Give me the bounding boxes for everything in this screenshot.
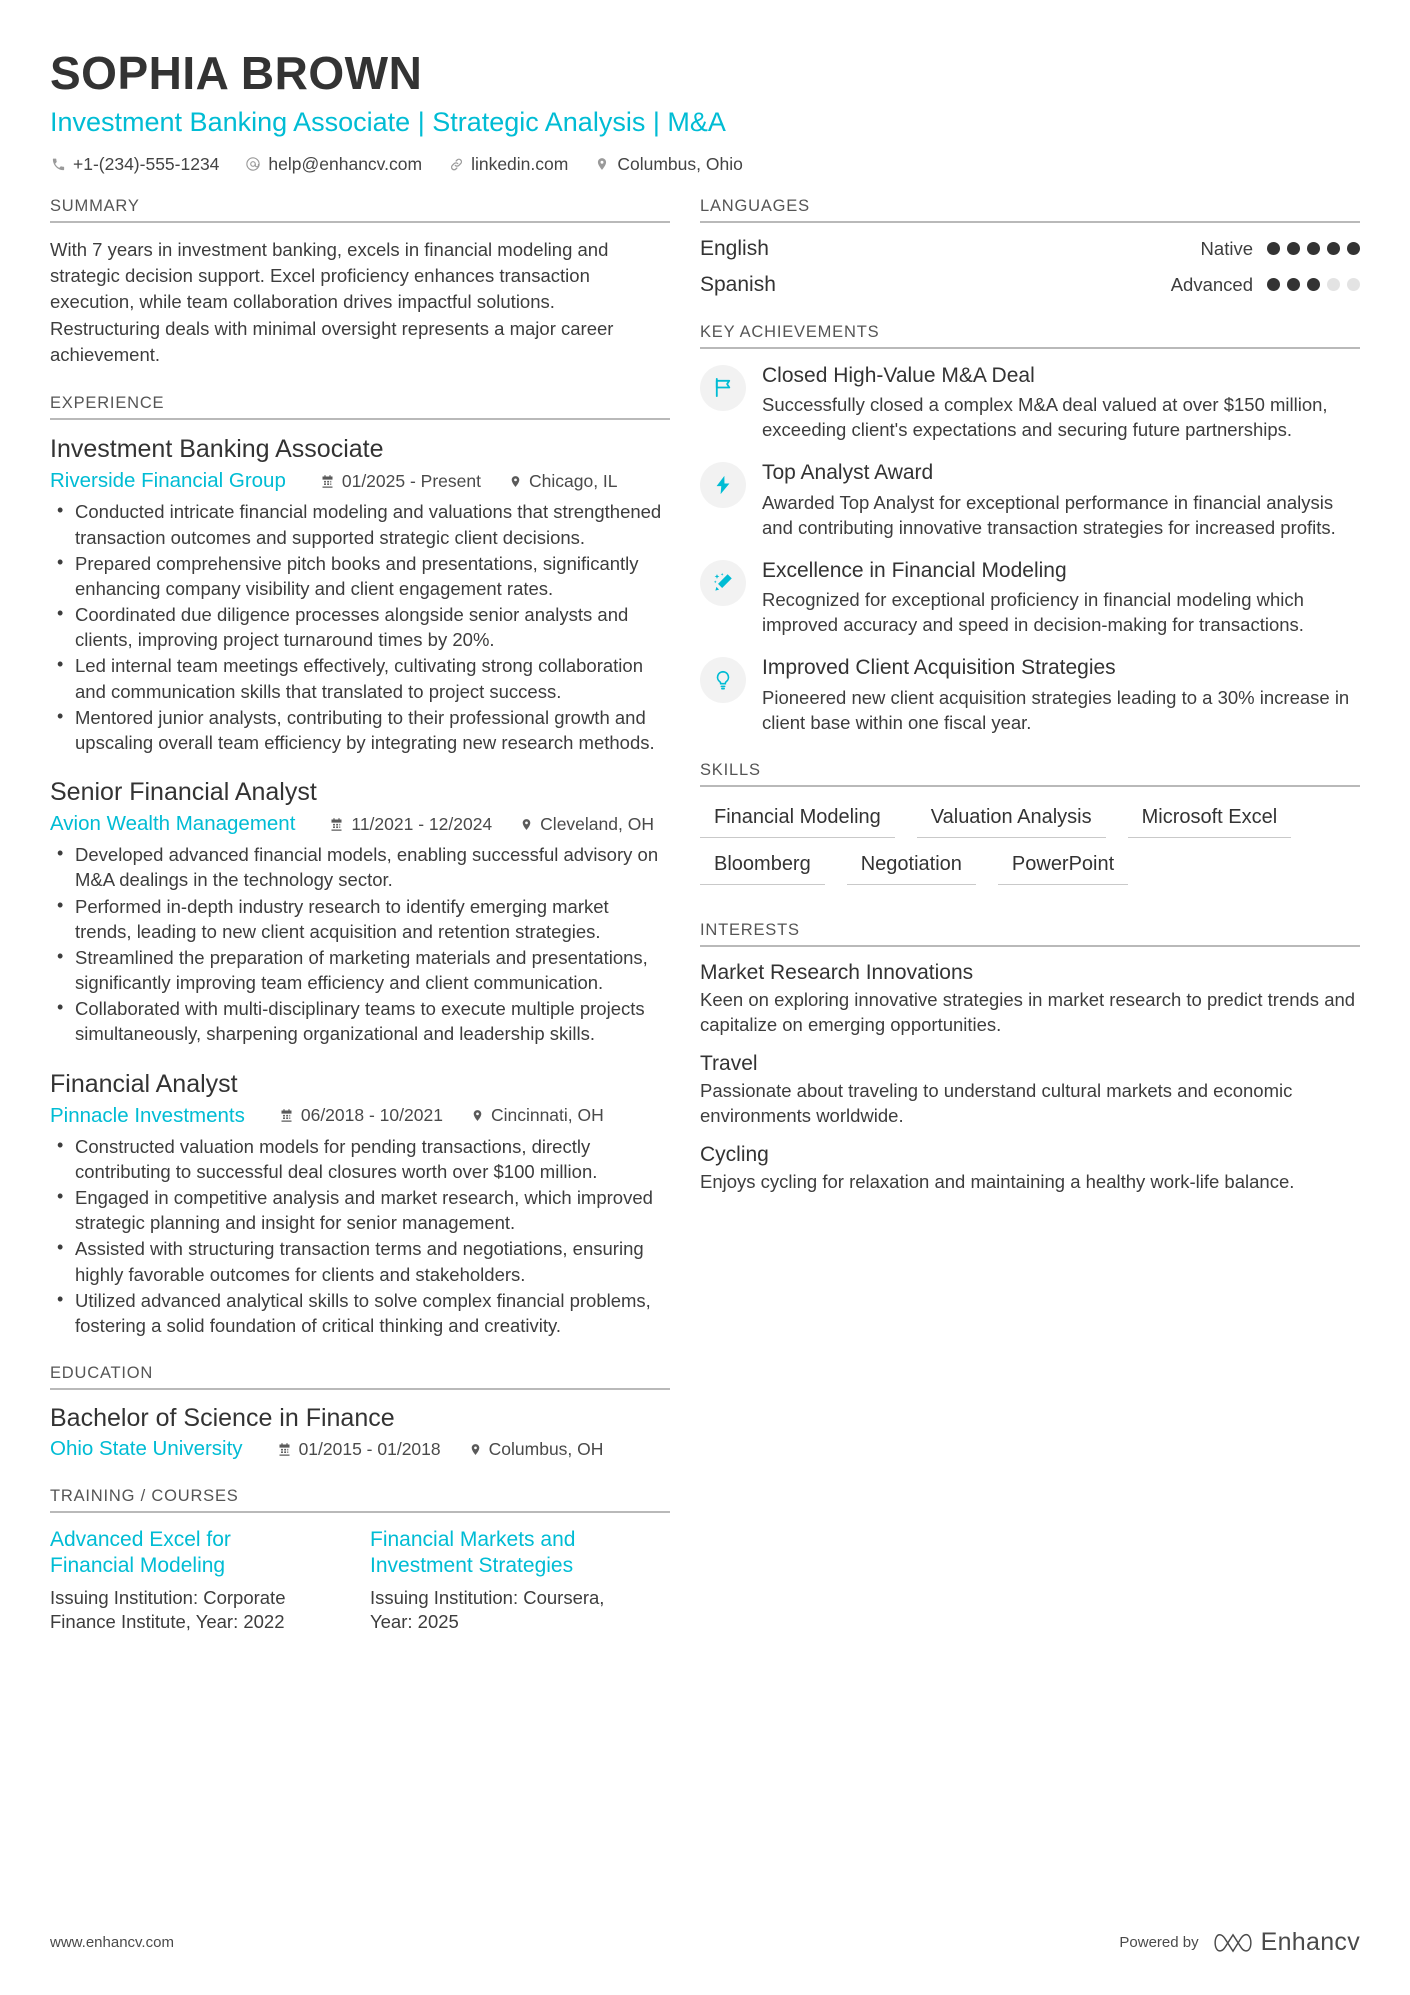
job-bullet: • Developed advanced financial models, enabling successful advisory on M&A dealings in the technology sector.	[50, 842, 670, 892]
lightbulb-icon	[700, 657, 746, 703]
rating-dot	[1287, 278, 1300, 291]
language-item	[700, 273, 1360, 297]
job-location-text: Chicago, IL	[528, 470, 618, 491]
job-bullet: • Coordinated due diligence processes alongside senior analysts and clients, improving project turnaround times by 20%.	[50, 602, 670, 652]
rating-dot	[1347, 278, 1360, 291]
interest-name: Cycling	[700, 1143, 769, 1167]
education-meta	[50, 1437, 670, 1461]
languages-section-title: LANGUAGES	[700, 197, 1360, 223]
section-interests	[700, 921, 1360, 1195]
job-dates	[279, 1105, 443, 1126]
contact-location	[594, 154, 742, 175]
course-item	[370, 1527, 638, 1635]
job-title: Investment Banking Associate	[50, 435, 384, 464]
job-bullet: • Streamlined the preparation of marketing materials and presentations, significantly improving team efficiency and client communication.	[50, 945, 670, 995]
section-summary	[50, 197, 670, 368]
calendar-icon	[320, 474, 335, 489]
interest-description: Passionate about traveling to understand cultural markets and economic environments worldwide.	[700, 1080, 1293, 1126]
left-column	[50, 197, 670, 1661]
location-icon	[469, 1442, 482, 1457]
rating-dot	[1287, 242, 1300, 255]
experience-item	[50, 434, 670, 755]
job-location	[520, 814, 654, 835]
right-column	[700, 197, 1360, 1221]
skill-chip: PowerPoint	[998, 848, 1128, 885]
language-dots	[1267, 242, 1360, 255]
location-icon	[509, 474, 522, 489]
interest-item	[700, 1052, 1360, 1128]
section-education	[50, 1364, 670, 1461]
job-location	[509, 471, 618, 492]
job-dates-text: 11/2021 - 12/2024	[351, 813, 493, 834]
contact-email[interactable]	[245, 154, 422, 175]
section-training	[50, 1487, 670, 1635]
language-name: English	[700, 236, 769, 260]
job-bullets	[50, 1134, 670, 1338]
page-footer	[50, 1928, 1360, 1957]
achievement-description: Successfully closed a complex M&A deal valued at over $150 million, exceeding client's expectations and securing future partnerships.	[762, 394, 1328, 441]
phone-icon	[50, 156, 66, 172]
interest-item	[700, 961, 1360, 1037]
job-bullet: • Conducted intricate financial modeling and valuations that strengthened transaction outcomes and supported strategic client decisions.	[50, 499, 670, 549]
contact-link[interactable]	[448, 154, 568, 175]
section-experience	[50, 394, 670, 1338]
achievement-item	[700, 558, 1360, 638]
education-dates-text: 01/2015 - 01/2018	[298, 1438, 441, 1459]
training-section-title: TRAINING / COURSES	[50, 1487, 670, 1513]
interest-item	[700, 1143, 1360, 1195]
education-degree: Bachelor of Science in Finance	[50, 1404, 395, 1433]
email-icon	[245, 156, 261, 172]
interest-description: Enjoys cycling for relaxation and maintaining a healthy work-life balance.	[700, 1171, 1295, 1193]
calendar-icon	[277, 1442, 292, 1457]
courses-list	[50, 1527, 670, 1635]
enhancv-logo	[1213, 1928, 1360, 1957]
job-bullet: • Assisted with structuring transaction terms and negotiations, ensuring highly favorable outcomes for clients and stakeholders.	[50, 1236, 670, 1286]
magic-wand-icon	[700, 560, 746, 606]
candidate-name: SOPHIA BROWN	[50, 47, 423, 99]
job-company[interactable]: Riverside Financial Group	[50, 469, 286, 493]
achievement-item	[700, 460, 1360, 540]
experience-item	[50, 777, 670, 1047]
contact-location-text: Columbus, Ohio	[617, 153, 743, 174]
summary-section-title: SUMMARY	[50, 197, 670, 223]
enhancv-wordmark: Enhancv	[1260, 1928, 1360, 1956]
job-location-text: Cleveland, OH	[540, 813, 654, 834]
rating-dot	[1267, 242, 1280, 255]
education-item	[50, 1404, 670, 1461]
job-bullet: • Mentored junior analysts, contributing to their professional growth and upscaling overall team efficiency by integrating new research methods.	[50, 705, 670, 755]
experience-section-title: EXPERIENCE	[50, 394, 670, 420]
job-location	[471, 1105, 604, 1126]
summary-text: With 7 years in investment banking, excels in financial modeling and strategic decision support. Excel proficiency enhances transaction execution, while team collaboration drives impactful solutions. Restructuring deals with minimal oversight represents a major career achievement.	[50, 238, 614, 365]
section-skills	[700, 761, 1360, 895]
education-dates	[277, 1439, 441, 1460]
footer-url[interactable]: www.enhancv.com	[50, 1934, 174, 1951]
course-name[interactable]: Advanced Excel for Financial Modeling	[50, 1528, 231, 1578]
skills-list	[700, 801, 1360, 895]
interests-section-title: INTERESTS	[700, 921, 1360, 947]
education-location	[469, 1439, 604, 1460]
job-company[interactable]: Avion Wealth Management	[50, 812, 296, 836]
skill-chip: Financial Modeling	[700, 801, 895, 838]
rating-dot	[1327, 242, 1340, 255]
skill-chip: Bloomberg	[700, 848, 825, 885]
achievement-title: Excellence in Financial Modeling	[762, 558, 1067, 582]
skill-chip: Negotiation	[847, 848, 976, 885]
skill-chip: Valuation Analysis	[917, 801, 1106, 838]
job-title: Financial Analyst	[50, 1069, 238, 1098]
language-rating	[1171, 274, 1360, 296]
course-description: Issuing Institution: Coursera, Year: 2025	[370, 1586, 605, 1633]
calendar-icon	[279, 1108, 294, 1123]
location-icon	[594, 156, 610, 172]
language-name: Spanish	[700, 272, 776, 296]
achievement-title: Closed High-Value M&A Deal	[762, 363, 1035, 387]
job-company[interactable]: Pinnacle Investments	[50, 1103, 245, 1127]
rating-dot	[1307, 242, 1320, 255]
job-bullet: • Prepared comprehensive pitch books and presentations, significantly enhancing company visibility and client engagement rates.	[50, 551, 670, 601]
course-item	[50, 1527, 318, 1635]
job-dates-text: 06/2018 - 10/2021	[300, 1105, 443, 1126]
language-dots	[1267, 278, 1360, 291]
job-bullets	[50, 499, 670, 755]
job-bullet: • Utilized advanced analytical skills to solve complex financial problems, fostering a solid foundation of critical thinking and creativity.	[50, 1288, 670, 1338]
enhancv-mark-icon	[1213, 1930, 1253, 1956]
interest-name: Market Research Innovations	[700, 960, 974, 984]
job-dates	[320, 471, 481, 492]
education-location-text: Columbus, OH	[488, 1438, 604, 1459]
job-bullet: • Led internal team meetings effectively, cultivating strong collaboration and communication skills that translated to project success.	[50, 653, 670, 703]
contact-email-text: help@enhancv.com	[268, 153, 423, 174]
location-icon	[471, 1108, 484, 1123]
calendar-icon	[329, 817, 344, 832]
achievement-item	[700, 363, 1360, 443]
rating-dot	[1307, 278, 1320, 291]
achievements-section-title: KEY ACHIEVEMENTS	[700, 323, 1360, 349]
job-bullet: • Constructed valuation models for pending transactions, directly contributing to successful deal closures worth over $100 million.	[50, 1134, 670, 1184]
achievement-description: Awarded Top Analyst for exceptional performance in financial analysis and contributing innovative transaction strategies for increased profits.	[762, 491, 1336, 538]
powered-by-label: Powered by	[1119, 1934, 1199, 1951]
job-meta	[50, 1104, 670, 1128]
link-icon	[448, 156, 464, 172]
flag-icon	[700, 365, 746, 411]
lightning-bolt-icon	[700, 462, 746, 508]
job-meta	[50, 469, 670, 493]
language-item	[700, 237, 1360, 261]
achievement-title: Top Analyst Award	[762, 461, 934, 485]
location-icon	[520, 817, 533, 832]
course-description: Issuing Institution: Corporate Finance Institute, Year: 2022	[50, 1586, 286, 1633]
achievement-title: Improved Client Acquisition Strategies	[762, 656, 1116, 680]
interest-name: Travel	[700, 1052, 758, 1076]
job-dates-text: 01/2025 - Present	[341, 470, 481, 491]
education-section-title: EDUCATION	[50, 1364, 670, 1390]
rating-dot	[1327, 278, 1340, 291]
contact-row	[50, 154, 1360, 175]
contact-phone-text: +1-(234)-555-1234	[73, 153, 220, 174]
job-dates	[329, 814, 492, 835]
job-bullet: • Engaged in competitive analysis and market research, which improved strategic planning and insight for senior management.	[50, 1185, 670, 1235]
job-location-text: Cincinnati, OH	[490, 1105, 604, 1126]
language-level: Native	[1200, 237, 1253, 259]
contact-link-text: linkedin.com	[471, 153, 569, 174]
job-meta	[50, 812, 670, 836]
rating-dot	[1347, 242, 1360, 255]
section-languages	[700, 197, 1360, 297]
resume-header	[50, 48, 1360, 175]
course-name[interactable]: Financial Markets and Investment Strategies	[370, 1528, 576, 1578]
experience-item	[50, 1069, 670, 1339]
job-bullet: • Collaborated with multi-disciplinary teams to execute multiple projects simultaneously, sharpening organizational and leadership skills.	[50, 996, 670, 1046]
achievement-item	[700, 655, 1360, 735]
language-rating	[1201, 238, 1360, 260]
achievement-description: Pioneered new client acquisition strategies leading to a 30% increase in client base within one fiscal year.	[762, 686, 1350, 733]
language-level: Advanced	[1170, 273, 1253, 295]
job-bullet: • Performed in-depth industry research to identify emerging market trends, leading to new client acquisition and retention strategies.	[50, 894, 670, 944]
candidate-headline: Investment Banking Associate | Strategic Analysis | M&A	[50, 106, 726, 137]
interest-description: Keen on exploring innovative strategies in market research to predict trends and capitalize on emerging opportunities.	[700, 988, 1356, 1035]
achievement-description: Recognized for exceptional proficiency in financial modeling which improved accuracy and speed in decision-making for transactions.	[762, 589, 1304, 636]
job-title: Senior Financial Analyst	[50, 778, 317, 807]
skill-chip: Microsoft Excel	[1128, 801, 1292, 838]
section-achievements	[700, 323, 1360, 735]
education-school[interactable]: Ohio State University	[50, 1437, 243, 1461]
contact-phone[interactable]	[50, 154, 219, 175]
job-bullets	[50, 842, 670, 1046]
rating-dot	[1267, 278, 1280, 291]
footer-branding	[1119, 1928, 1360, 1957]
skills-section-title: SKILLS	[700, 761, 1360, 787]
